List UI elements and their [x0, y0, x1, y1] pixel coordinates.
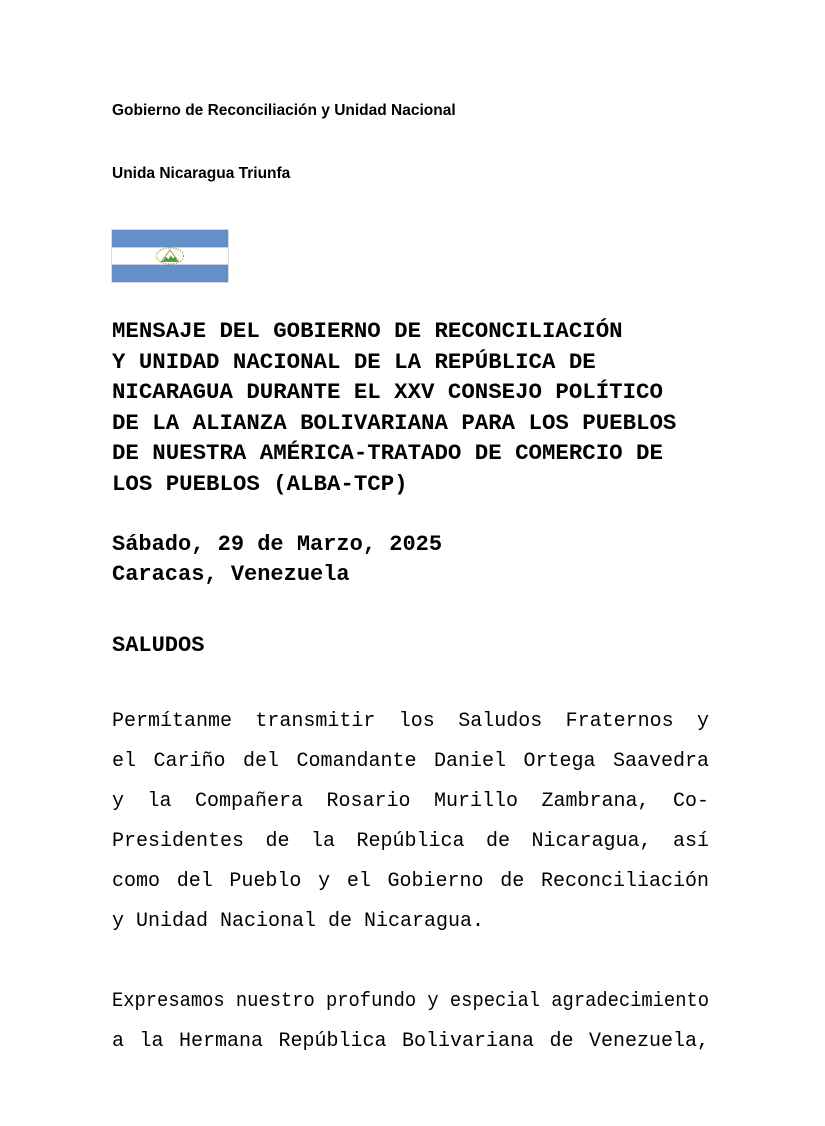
paragraph-line: Permítanme transmitir los Saludos Fraternos y	[112, 709, 709, 733]
document-header	[112, 58, 709, 226]
dateline-place: Caracas, Venezuela	[112, 561, 350, 587]
paragraph-line: a la Hermana República Bolivariana de Venezuela,	[112, 1029, 709, 1053]
letter-document	[112, 58, 709, 1062]
title-line: LOS PUEBLOS (ALBA-TCP)	[112, 470, 408, 497]
title-line: MENSAJE DEL GOBIERNO DE RECONCILIACIÓN	[112, 318, 623, 344]
paragraph-line: Expresamos nuestro profundo y especial agradecimiento	[112, 989, 709, 1013]
paragraph-line: como del Pueblo y el Gobierno de Reconciliación	[112, 869, 709, 893]
paragraph-line: Presidentes de la República de Nicaragua, así	[112, 829, 709, 853]
title-line: DE LA ALIANZA BOLIVARIANA PARA LOS PUEBLOS	[112, 409, 677, 436]
paragraph-line: y la Compañera Rosario Murillo Zambrana, Co-	[112, 789, 709, 813]
title-line: Y UNIDAD NACIONAL DE LA REPÚBLICA DE	[112, 348, 596, 375]
header-slogan-line: Unida Nicaragua Triunfa	[112, 165, 291, 182]
flag-top-blue-stripe	[112, 230, 228, 247]
paragraph	[112, 982, 709, 1062]
title-line: NICARAGUA DURANTE EL XXV CONSEJO POLÍTICO	[112, 379, 663, 406]
title-line: DE NUESTRA AMÉRICA-TRATADO DE COMERCIO DE	[112, 440, 663, 467]
dateline	[112, 530, 709, 590]
section-heading-saludos: SALUDOS	[112, 632, 205, 658]
paragraph	[112, 702, 709, 942]
document-page	[0, 58, 825, 1126]
nicaragua-flag-icon	[112, 230, 228, 282]
dateline-date: Sábado, 29 de Marzo, 2025	[112, 531, 443, 557]
document-title	[112, 316, 709, 500]
paragraph-line: el Cariño del Comandante Daniel Ortega Saavedra	[112, 749, 709, 773]
header-org-line: Gobierno de Reconciliación y Unidad Nacional	[112, 102, 456, 119]
flag-bottom-blue-stripe	[112, 265, 228, 282]
paragraph-line: y Unidad Nacional de Nicaragua.	[112, 909, 485, 933]
